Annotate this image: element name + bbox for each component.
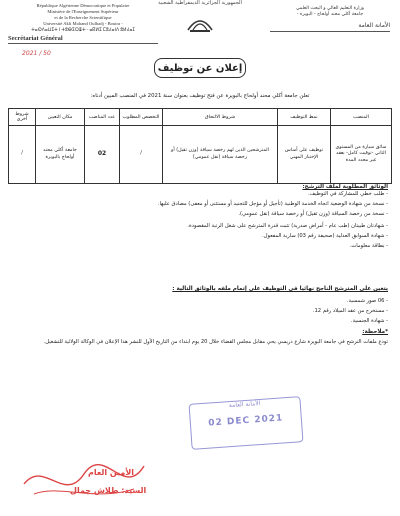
secretariat-general-fr: Secrétariat Général xyxy=(8,36,158,44)
secretariat-general-ar: الأمانة العامة xyxy=(270,23,390,31)
header-right-line: وزارة التعليم العالي و البحث العلمي xyxy=(295,6,365,11)
table-cell: / xyxy=(120,126,163,184)
intro-text: تعلن جامعة أكلي محند أولحاج بالبويرة عن فتح توظيف بعنوان سنة 2021 في المنصب المبين أدناه: xyxy=(90,93,310,99)
col-header: نمط التوظيف xyxy=(278,109,331,126)
table-row xyxy=(9,126,392,184)
col-header: شروط أخرى xyxy=(9,109,36,126)
signature-name: السيد: طلاش جمال xyxy=(70,486,147,495)
header-left xyxy=(8,3,158,44)
signature-scrawl-icon xyxy=(14,454,154,509)
col-header: التخصص المطلوب xyxy=(120,109,163,126)
col-header: المنصب xyxy=(331,109,392,126)
table-header-row xyxy=(9,109,392,126)
positions-table xyxy=(8,108,392,184)
final-document-item: - 06 صور شمسية. xyxy=(347,298,388,304)
col-header: شروط الالتحاق xyxy=(163,109,278,126)
stamp-text: الأمانة العامة xyxy=(228,399,261,410)
header-left-line: Ministère de l'Enseignement Supérieur xyxy=(47,9,119,14)
col-header: مكان التعيين xyxy=(36,109,85,126)
republic-title: الجمهورية الجزائرية الديمقراطية الشعبية xyxy=(158,0,242,6)
document-item: - بطاقة معلومات. xyxy=(349,243,388,249)
header-left-line: Université Akli Mohand Oulhadj - Bouira - xyxy=(43,21,123,26)
document-item: - نسخة من شهادة الوضعية اتجاه الخدمة الوطنية (تأجيل أو مؤجل للتجنيد أو مستثنى أو معفى) مصادق عليها. xyxy=(157,201,388,207)
documents-title: الوثائق المطلوبة لملف الترشح: xyxy=(302,184,388,190)
table-cell: المترشحين الذين لهم رخصة سياقة (وزن ثقيل) أو رخصة سياقة (نقل عمومي) xyxy=(163,126,278,184)
table-cell: جامعة أكلي محند أولحاج بالبويرة xyxy=(36,126,85,184)
university-logo-icon xyxy=(184,10,216,34)
header-left-line: ⵜⴰⵙⴷⴰⵡⵉⵜ ⵏ ⵜⵓⴱⵉⵔⴻⵜ - ⴰⴽⵍⵉ ⵎⵓⵃⴰⵏⴷ ⵓⵍⵃⴰⵊ xyxy=(31,27,135,32)
header-left-line: et de la Recherche Scientifique xyxy=(54,15,112,20)
col-header: عدد المناصب xyxy=(85,109,120,126)
note-text: تودع ملفات الترشح في جامعة البويرة شارع دريسي يحي مقابل مجلس القضاء خلال 20 يوم ابتداء من التاريخ الأول للنشر هذا الإعلان في الوكالة الولائية للتشغيل. xyxy=(43,339,388,345)
documents-section xyxy=(16,184,388,250)
header-left-line: République Algérienne Démocratique et Populaire xyxy=(36,3,130,8)
table-cell: 02 xyxy=(85,126,120,184)
table-cell: توظيف على أساس الإختبار المهني xyxy=(278,126,331,184)
document-item: - شهادة السوابق العدلية (صحيفة رقم 03) سارية المفعول. xyxy=(262,233,388,239)
date-stamp xyxy=(189,396,304,450)
final-document-item: - شهادة الجنسية. xyxy=(350,318,388,324)
reference-number: 50 / 2021 xyxy=(22,50,51,57)
table-cell: / xyxy=(9,126,36,184)
header-right-line: جامعة أكلي محند أولحاج - البويرة - xyxy=(296,12,364,18)
final-document-item: - مستخرج من عقد الميلاد رقم 12. xyxy=(312,308,388,314)
announcement-title: إعلان عن توظيف xyxy=(154,58,246,78)
signature-title: الأمين العام xyxy=(88,468,135,477)
stamp-date: 02 DEC 2021 xyxy=(208,413,284,429)
document-item: - طلب خطي للمشاركة في التوظيف. xyxy=(308,191,388,197)
note-label: *ملاحظة: xyxy=(362,329,388,335)
table-cell: سائق سيارة من المستوى الثاني -توقيت كامل- بعقد غير محدد المدة xyxy=(331,126,392,184)
final-documents-section xyxy=(16,286,388,346)
header-right xyxy=(270,6,390,32)
final-documents-title: يتعين على المترشح الناجح نهائيا في التوظيف على إتمام ملفه بالوثائق التالية : xyxy=(172,286,388,292)
document-item: - نسخة من رخصة السياقة (وزن ثقيل) أو رخصة سياقة (نقل عمومي). xyxy=(238,211,388,217)
document-item: - شهادتان طبيتان (طب عام - أمراض صدرية) تثبت قدرة المترشح على شغل الرتبة المقصودة. xyxy=(187,223,388,229)
